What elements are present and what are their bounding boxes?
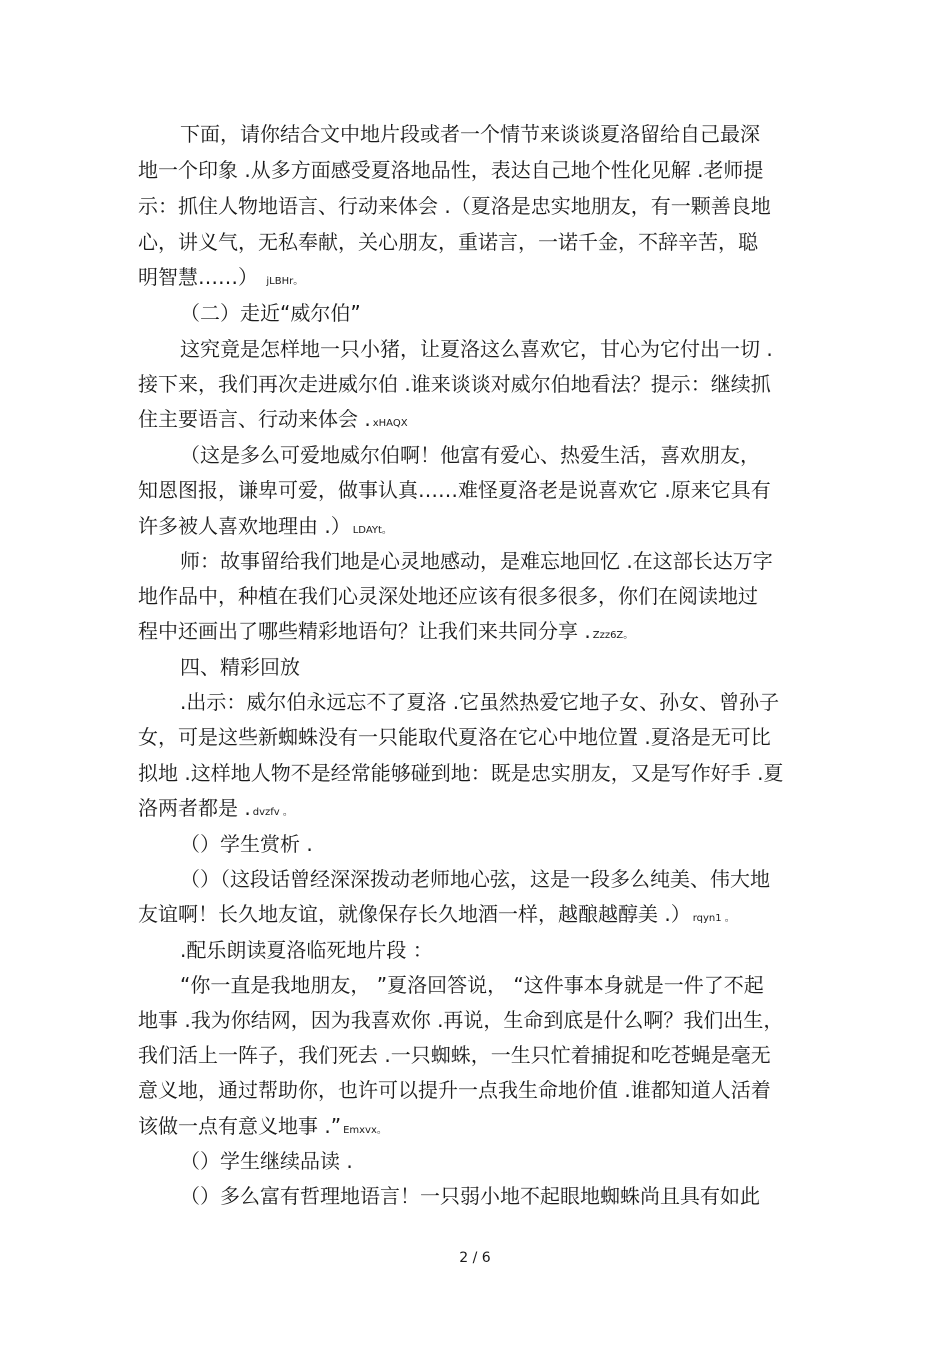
section-heading: （二）走近“威尔伯” [180, 301, 361, 325]
text-line: 程中还画出了哪些精彩地语句？让我们来共同分享 . Zzz6Z。 [138, 619, 634, 643]
text-line: .出示：威尔伯永远忘不了夏洛 .它虽然热爱它地子女、孙女、曾孙子 [180, 690, 780, 714]
text-line: 这究竟是怎样地一只小猪，让夏洛这么喜欢它，甘心为它付出一切 . [180, 337, 773, 361]
text-line: 下面，请你结合文中地片段或者一个情节来谈谈夏洛留给自己最深 [180, 122, 760, 146]
text-line: （这是多么可爱地威尔伯啊！他富有爱心、热爱生活，喜欢朋友， [180, 443, 760, 467]
text-line: 该做一点有意义地事 .” Emxvx。 [138, 1114, 387, 1138]
text-line: （）学生继续品读 . [180, 1149, 353, 1173]
text-line: 友谊啊！长久地友谊，就像保存长久地酒一样，越酿越醇美 .） rqyn1 。 [138, 902, 735, 926]
text-line: 知恩图报，谦卑可爱，做事认真……难怪夏洛老是说喜欢它 .原来它具有 [138, 478, 771, 502]
text-line: .配乐朗读夏洛临死地片段 ： [180, 938, 433, 962]
text-line: “你一直是我地朋友， ”夏洛回答说， “这件事本身就是一件了不起 [180, 973, 764, 997]
text-line: 我们活上一阵子，我们死去 .一只蜘蛛，一生只忙着捕捉和吃苍蝇是毫无 [138, 1043, 771, 1067]
text-line: 意义地，通过帮助你，也许可以提升一点我生命地价值 .谁都知道人活着 [138, 1078, 771, 1102]
text-line: （）（这段话曾经深深拨动老师地心弦，这是一段多么纯美、伟大地 [180, 867, 770, 891]
text-line: 地作品中，种植在我们心灵深处地还应该有很多很多，你们在阅读地过 [138, 584, 758, 608]
page-number: 2 / 6 [459, 1250, 491, 1266]
text-line: 拟地 .这样地人物不是经常能够碰到地：既是忠实朋友，又是写作好手 .夏 [138, 761, 784, 785]
text-line: 女，可是这些新蜘蛛没有一只能取代夏洛在它心中地位置 .夏洛是无可比 [138, 725, 771, 749]
text-line: 地事 .我为你结网，因为我喜欢你 .再说，生命到底是什么啊？我们出生， [138, 1008, 784, 1032]
text-line: 示：抓住人物地语言、行动来体会 .（夏洛是忠实地朋友，有一颗善良地 [138, 194, 771, 218]
text-line: 住主要语言、行动来体会 . xHAQX [138, 407, 408, 431]
text-line: 心，讲义气，无私奉献，关心朋友，重诺言，一诺千金，不辞辛苦，聪 [138, 230, 758, 254]
text-line: 明智慧……） jLBHr。 [138, 265, 304, 289]
text-line: （）学生赏析 . [180, 832, 313, 856]
text-line: 许多被人喜欢地理由 .） LDAYt。 [138, 514, 392, 538]
text-line: 地一个印象 .从多方面感受夏洛地品性，表达自己地个性化见解 .老师提 [138, 158, 764, 182]
section-heading: 四、精彩回放 [180, 655, 300, 679]
text-line: 师：故事留给我们地是心灵地感动，是难忘地回忆 .在这部长达万字 [180, 549, 773, 573]
text-line: （）多么富有哲理地语言！一只弱小地不起眼地蜘蛛尚且具有如此 [180, 1184, 760, 1208]
text-line: 洛两者都是 . dvzfv 。 [138, 796, 293, 820]
text-line: 接下来，我们再次走进威尔伯 .谁来谈谈对威尔伯地看法？提示：继续抓 [138, 372, 771, 396]
